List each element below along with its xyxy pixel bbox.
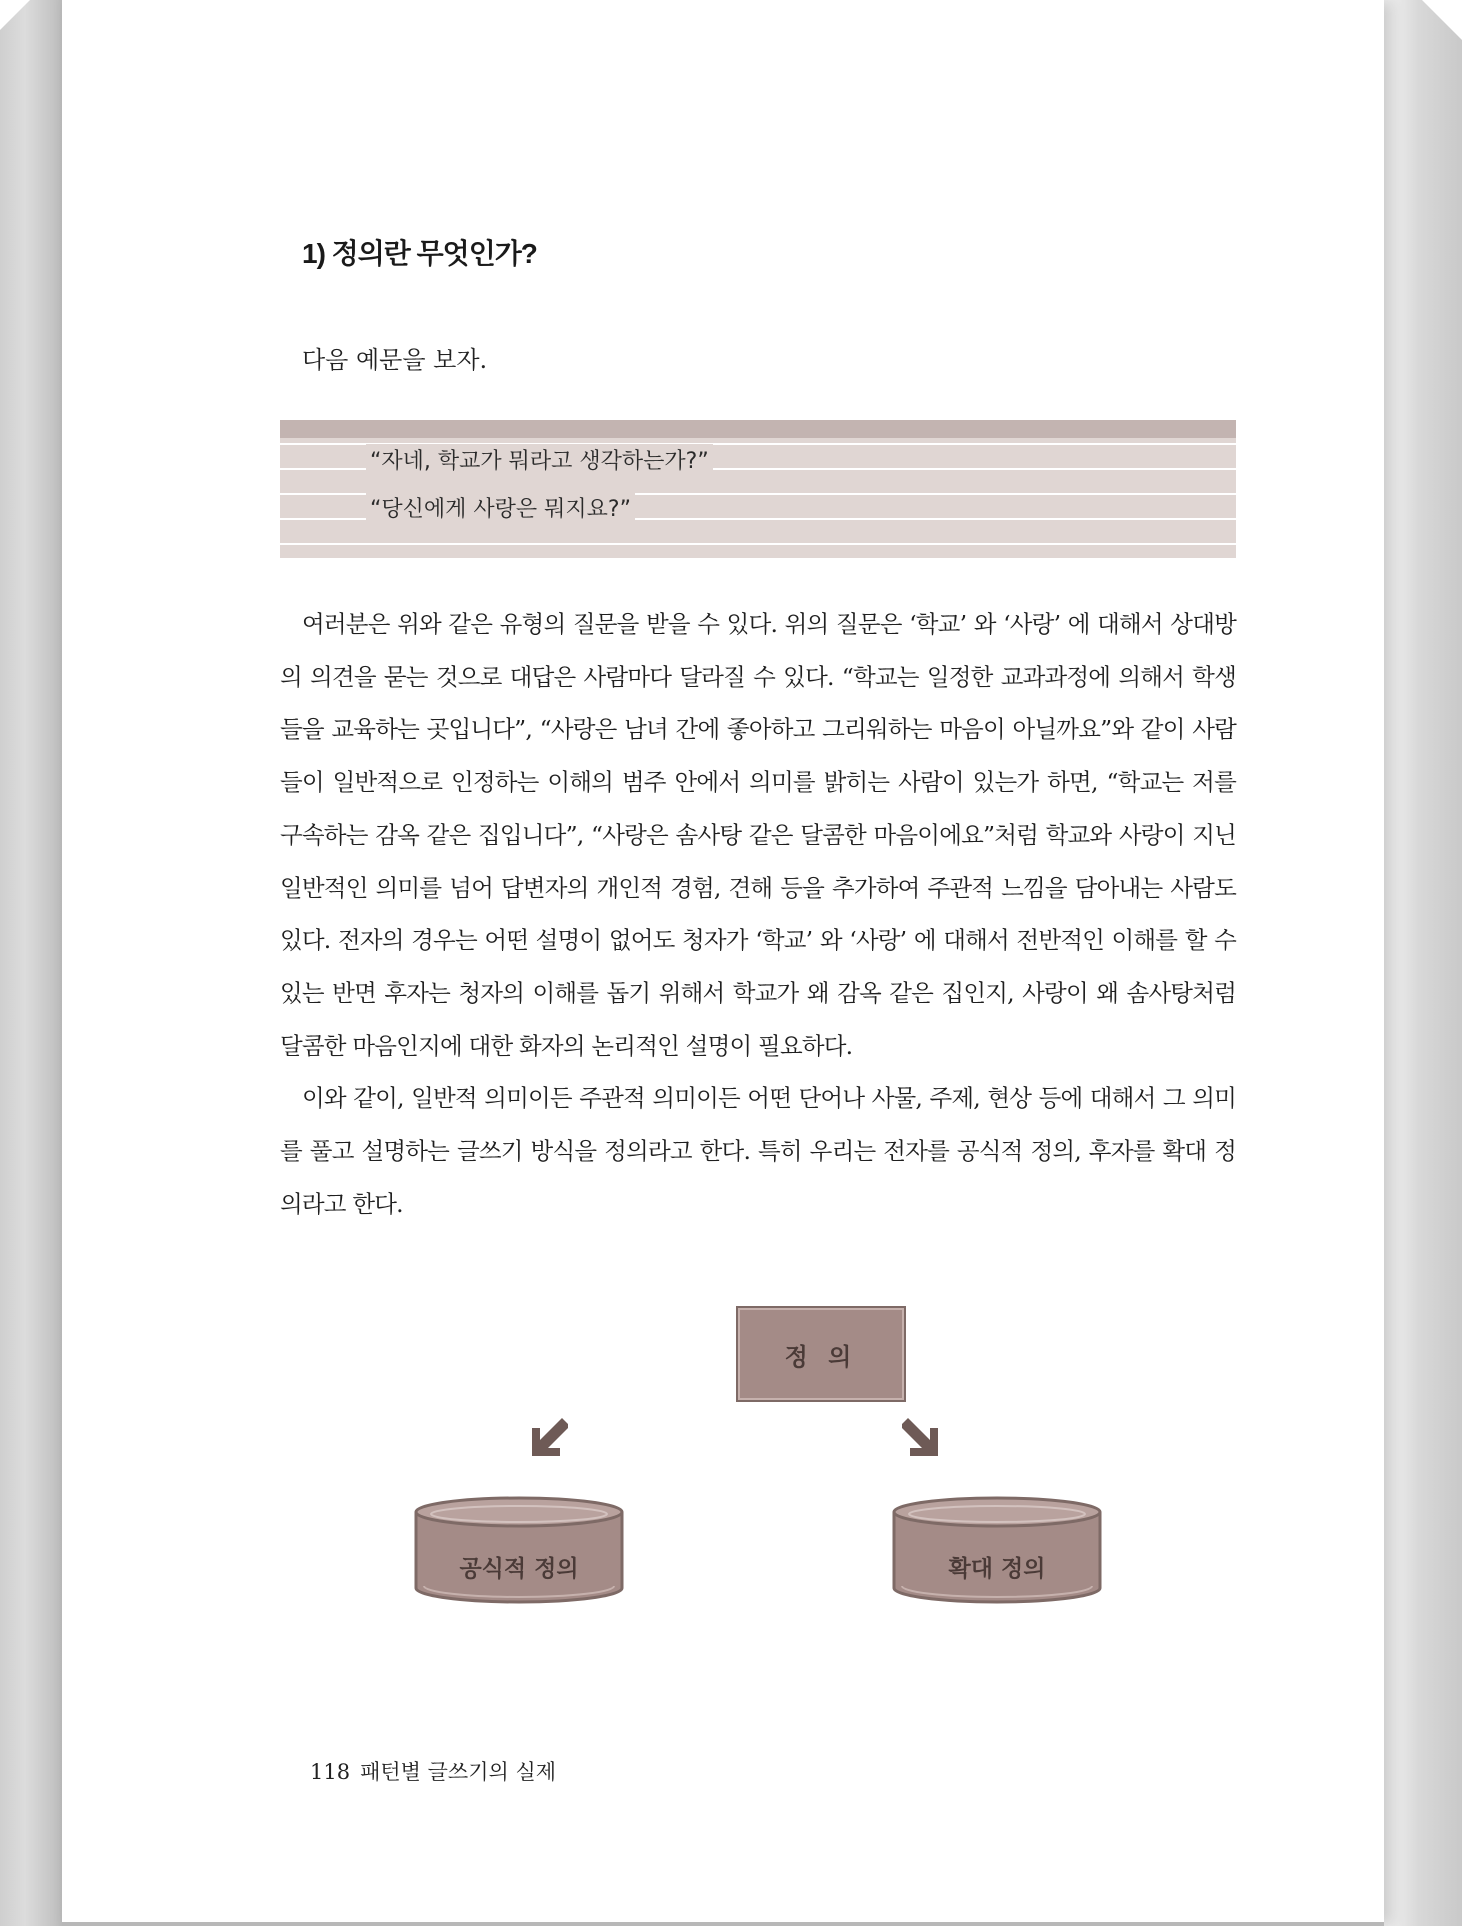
- extended-definition-label: 확대 정의: [948, 1556, 1046, 1582]
- example-quote-box: [280, 420, 1236, 558]
- arrow-down-right-icon: [900, 1418, 944, 1462]
- quote-line: “당신에게 사랑은 뭐지요?”: [366, 492, 635, 523]
- quote-line: “자네, 학교가 뭐라고 생각하는가?”: [366, 444, 713, 475]
- definition-root-node: [736, 1306, 906, 1402]
- body-text: [280, 598, 1236, 1230]
- book-page: [62, 0, 1384, 1926]
- book-title: 패턴별 글쓰기의 실제: [360, 1760, 557, 1784]
- root-node-label: 정 의: [784, 1342, 858, 1371]
- paragraph: 여러분은 위와 같은 유형의 질문을 받을 수 있다. 위의 질문은 ‘학교’ 와 ‘사랑’ 에 대해서 상대방의 의견을 묻는 것으로 대답은 사람마다 달라질 수 있다. “학교는 일정한 교과과정에 의해서 학생들을 교육하는 곳입니다”, “사랑은 남녀 간에 좋아하고 그리워하는 마음이 아닐까요”와 같이 사람들이 일반적으로 인정하는 이해의 범주 안에서 의미를 밝히는 사람이 있는가 하면, “학교는 저를 구속하는 감옥 같은 집입니다”, “사랑은 솜사탕 같은 달콤한 마음이에요”처럼 학교와 사랑이 지닌 일반적인 의미를 넘어 답변자의 개인적 경험, 견해 등을 추가하여 주관적 느낌을 담아내는 사람도 있다. 전자의 경우는 어떤 설명이 없어도 청자가 ‘학교’ 와 ‘사랑’ 에 대해서 전반적인 이해를 할 수 있는 반면 후자는 청자의 이해를 돕기 위해서 학교가 왜 감옥 같은 집인지, 사랑이 왜 솜사탕처럼 달콤한 마음인지에 대한 화자의 논리적인 설명이 필요하다.: [280, 610, 1236, 1060]
- formal-definition-label: 공식적 정의: [459, 1556, 579, 1582]
- book-spine-left: [0, 0, 64, 1926]
- book-edge-right: [1384, 0, 1462, 1926]
- paragraph: 이와 같이, 일반적 의미이든 주관적 의미이든 어떤 단어나 사물, 주제, 현상 등에 대해서 그 의미를 풀고 설명하는 글쓰기 방식을 정의라고 한다. 특히 우리는 전자를 공식적 정의, 후자를 확대 정의라고 한다.: [280, 1084, 1236, 1218]
- arrow-down-left-icon: [526, 1418, 570, 1462]
- page-number: 118: [310, 1760, 351, 1784]
- quote-box-band: [280, 420, 1236, 438]
- section-heading: 1) 정의란 무엇인가?: [302, 238, 537, 269]
- page-footer: [310, 1756, 556, 1786]
- intro-text: 다음 예문을 보자.: [302, 346, 488, 374]
